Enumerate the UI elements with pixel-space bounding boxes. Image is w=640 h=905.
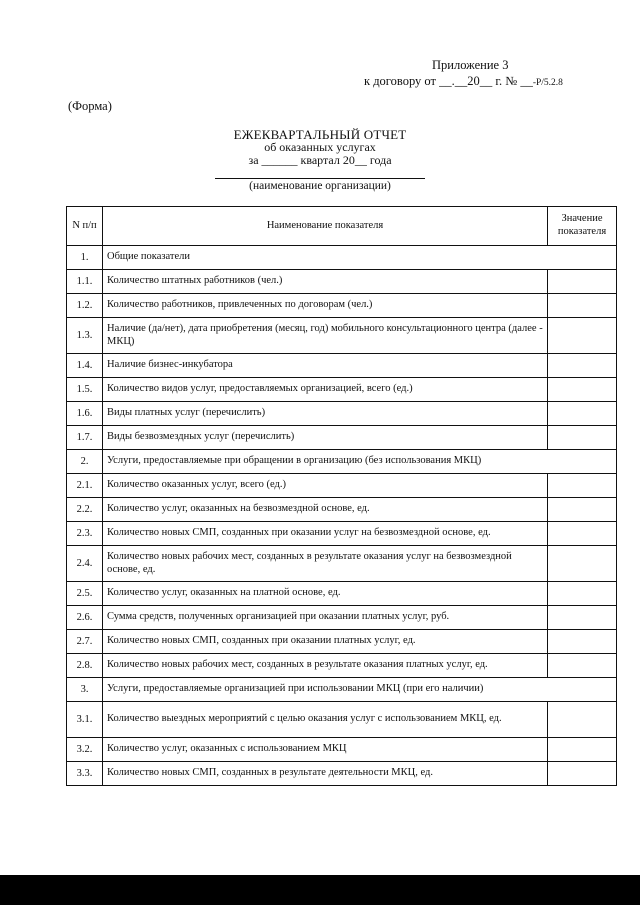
table-row (67, 294, 617, 318)
row-number: 1.2. (67, 294, 103, 318)
table-row (67, 474, 617, 498)
row-number: 2.4. (67, 546, 103, 582)
indicator-value-cell[interactable] (548, 270, 617, 294)
indicator-name: Количество услуг, оказанных с использованием МКЦ (103, 738, 548, 762)
table-row (67, 402, 617, 426)
table-row (67, 606, 617, 630)
form-label: (Форма) (68, 99, 112, 113)
row-number: 2.2. (67, 498, 103, 522)
row-number: 1.4. (67, 354, 103, 378)
row-number: 1.5. (67, 378, 103, 402)
row-number: 2.8. (67, 654, 103, 678)
indicator-name: Количество новых СМП, созданных при оказании услуг на безвозмездной основе, ед. (103, 522, 548, 546)
row-number: 2.6. (67, 606, 103, 630)
table-row (67, 762, 617, 786)
row-number: 2.3. (67, 522, 103, 546)
report-period: за ______ квартал 20__ года (248, 153, 392, 167)
table-section-row (67, 678, 617, 702)
table-row (67, 546, 617, 582)
table-section-row (67, 246, 617, 270)
row-number: 3.3. (67, 762, 103, 786)
indicator-name: Количество оказанных услуг, всего (ед.) (103, 474, 548, 498)
row-number: 2.7. (67, 630, 103, 654)
row-number: 3.1. (67, 702, 103, 738)
contract-reference (364, 74, 563, 89)
row-number: 3. (67, 678, 103, 702)
indicator-name: Наличие (да/нет), дата приобретения (месяц, год) мобильного консультационного центра (далее - МКЦ) (103, 318, 548, 354)
indicator-name: Виды платных услуг (перечислить) (103, 402, 548, 426)
indicator-value-cell[interactable] (548, 474, 617, 498)
section-title: Услуги, предоставляемые организацией при использовании МКЦ (при его наличии) (103, 678, 617, 702)
indicator-name: Количество услуг, оказанных на платной основе, ед. (103, 582, 548, 606)
table-row (67, 654, 617, 678)
indicator-value-cell[interactable] (548, 630, 617, 654)
table-row (67, 270, 617, 294)
indicator-name: Количество новых СМП, созданных в результате деятельности МКЦ, ед. (103, 762, 548, 786)
indicator-name: Количество штатных работников (чел.) (103, 270, 548, 294)
table-row (67, 426, 617, 450)
report-title: ЕЖЕКВАРТАЛЬНЫЙ ОТЧЕТ (233, 127, 407, 142)
indicator-value-cell[interactable] (548, 654, 617, 678)
indicator-value-cell[interactable] (548, 582, 617, 606)
indicator-value-cell[interactable] (548, 354, 617, 378)
indicator-name: Количество выездных мероприятий с целью оказания услуг с использованием МКЦ, ед. (103, 702, 548, 738)
indicator-name: Количество видов услуг, предоставляемых организацией, всего (ед.) (103, 378, 548, 402)
indicator-name: Количество работников, привлеченных по договорам (чел.) (103, 294, 548, 318)
organization-name-label: (наименование организации) (249, 180, 391, 192)
table-row (67, 702, 617, 738)
table-header-row (67, 207, 617, 246)
indicator-value-cell[interactable] (548, 738, 617, 762)
header-value: Значение показателя (548, 207, 617, 246)
report-subtitle: об оказанных услугах (264, 140, 376, 154)
indicator-value-cell[interactable] (548, 426, 617, 450)
indicator-value-cell[interactable] (548, 702, 617, 738)
row-number: 2. (67, 450, 103, 474)
indicator-value-cell[interactable] (548, 402, 617, 426)
indicator-name: Количество новых СМП, созданных при оказании платных услуг, ед. (103, 630, 548, 654)
table-row (67, 318, 617, 354)
contract-text: к договору от __.__20__ г. № __ (364, 74, 533, 88)
row-number: 1.1. (67, 270, 103, 294)
row-number: 1.7. (67, 426, 103, 450)
row-number: 2.5. (67, 582, 103, 606)
indicator-value-cell[interactable] (548, 318, 617, 354)
indicator-value-cell[interactable] (548, 546, 617, 582)
table-body (67, 246, 617, 786)
indicator-name: Количество услуг, оказанных на безвозмездной основе, ед. (103, 498, 548, 522)
indicator-name: Количество новых рабочих мест, созданных в результате оказания платных услуг, ед. (103, 654, 548, 678)
table-row (67, 498, 617, 522)
row-number: 1. (67, 246, 103, 270)
row-number: 1.3. (67, 318, 103, 354)
table-section-row (67, 450, 617, 474)
table-row (67, 738, 617, 762)
indicator-name: Количество новых рабочих мест, созданных в результате оказания услуг на безвозмездной основе, ед. (103, 546, 548, 582)
indicator-value-cell[interactable] (548, 294, 617, 318)
indicator-value-cell[interactable] (548, 498, 617, 522)
contract-code: -Р/5.2.8 (532, 78, 563, 88)
header-num: N п/п (67, 207, 103, 246)
table-row (67, 354, 617, 378)
header-name: Наименование показателя (103, 207, 548, 246)
table-row (67, 582, 617, 606)
row-number: 2.1. (67, 474, 103, 498)
indicator-value-cell[interactable] (548, 378, 617, 402)
table-row (67, 630, 617, 654)
indicator-name: Виды безвозмездных услуг (перечислить) (103, 426, 548, 450)
appendix-label: Приложение 3 (432, 58, 509, 72)
row-number: 3.2. (67, 738, 103, 762)
table-row (67, 378, 617, 402)
indicator-name: Наличие бизнес-инкубатора (103, 354, 548, 378)
table-row (67, 522, 617, 546)
indicator-value-cell[interactable] (548, 606, 617, 630)
row-number: 1.6. (67, 402, 103, 426)
indicator-name: Сумма средств, полученных организацией при оказании платных услуг, руб. (103, 606, 548, 630)
section-title: Общие показатели (103, 246, 617, 270)
scan-bottom-edge (0, 875, 640, 905)
organization-name-line (215, 178, 425, 179)
indicator-value-cell[interactable] (548, 762, 617, 786)
report-table (66, 206, 617, 786)
section-title: Услуги, предоставляемые при обращении в организацию (без использования МКЦ) (103, 450, 617, 474)
indicator-value-cell[interactable] (548, 522, 617, 546)
